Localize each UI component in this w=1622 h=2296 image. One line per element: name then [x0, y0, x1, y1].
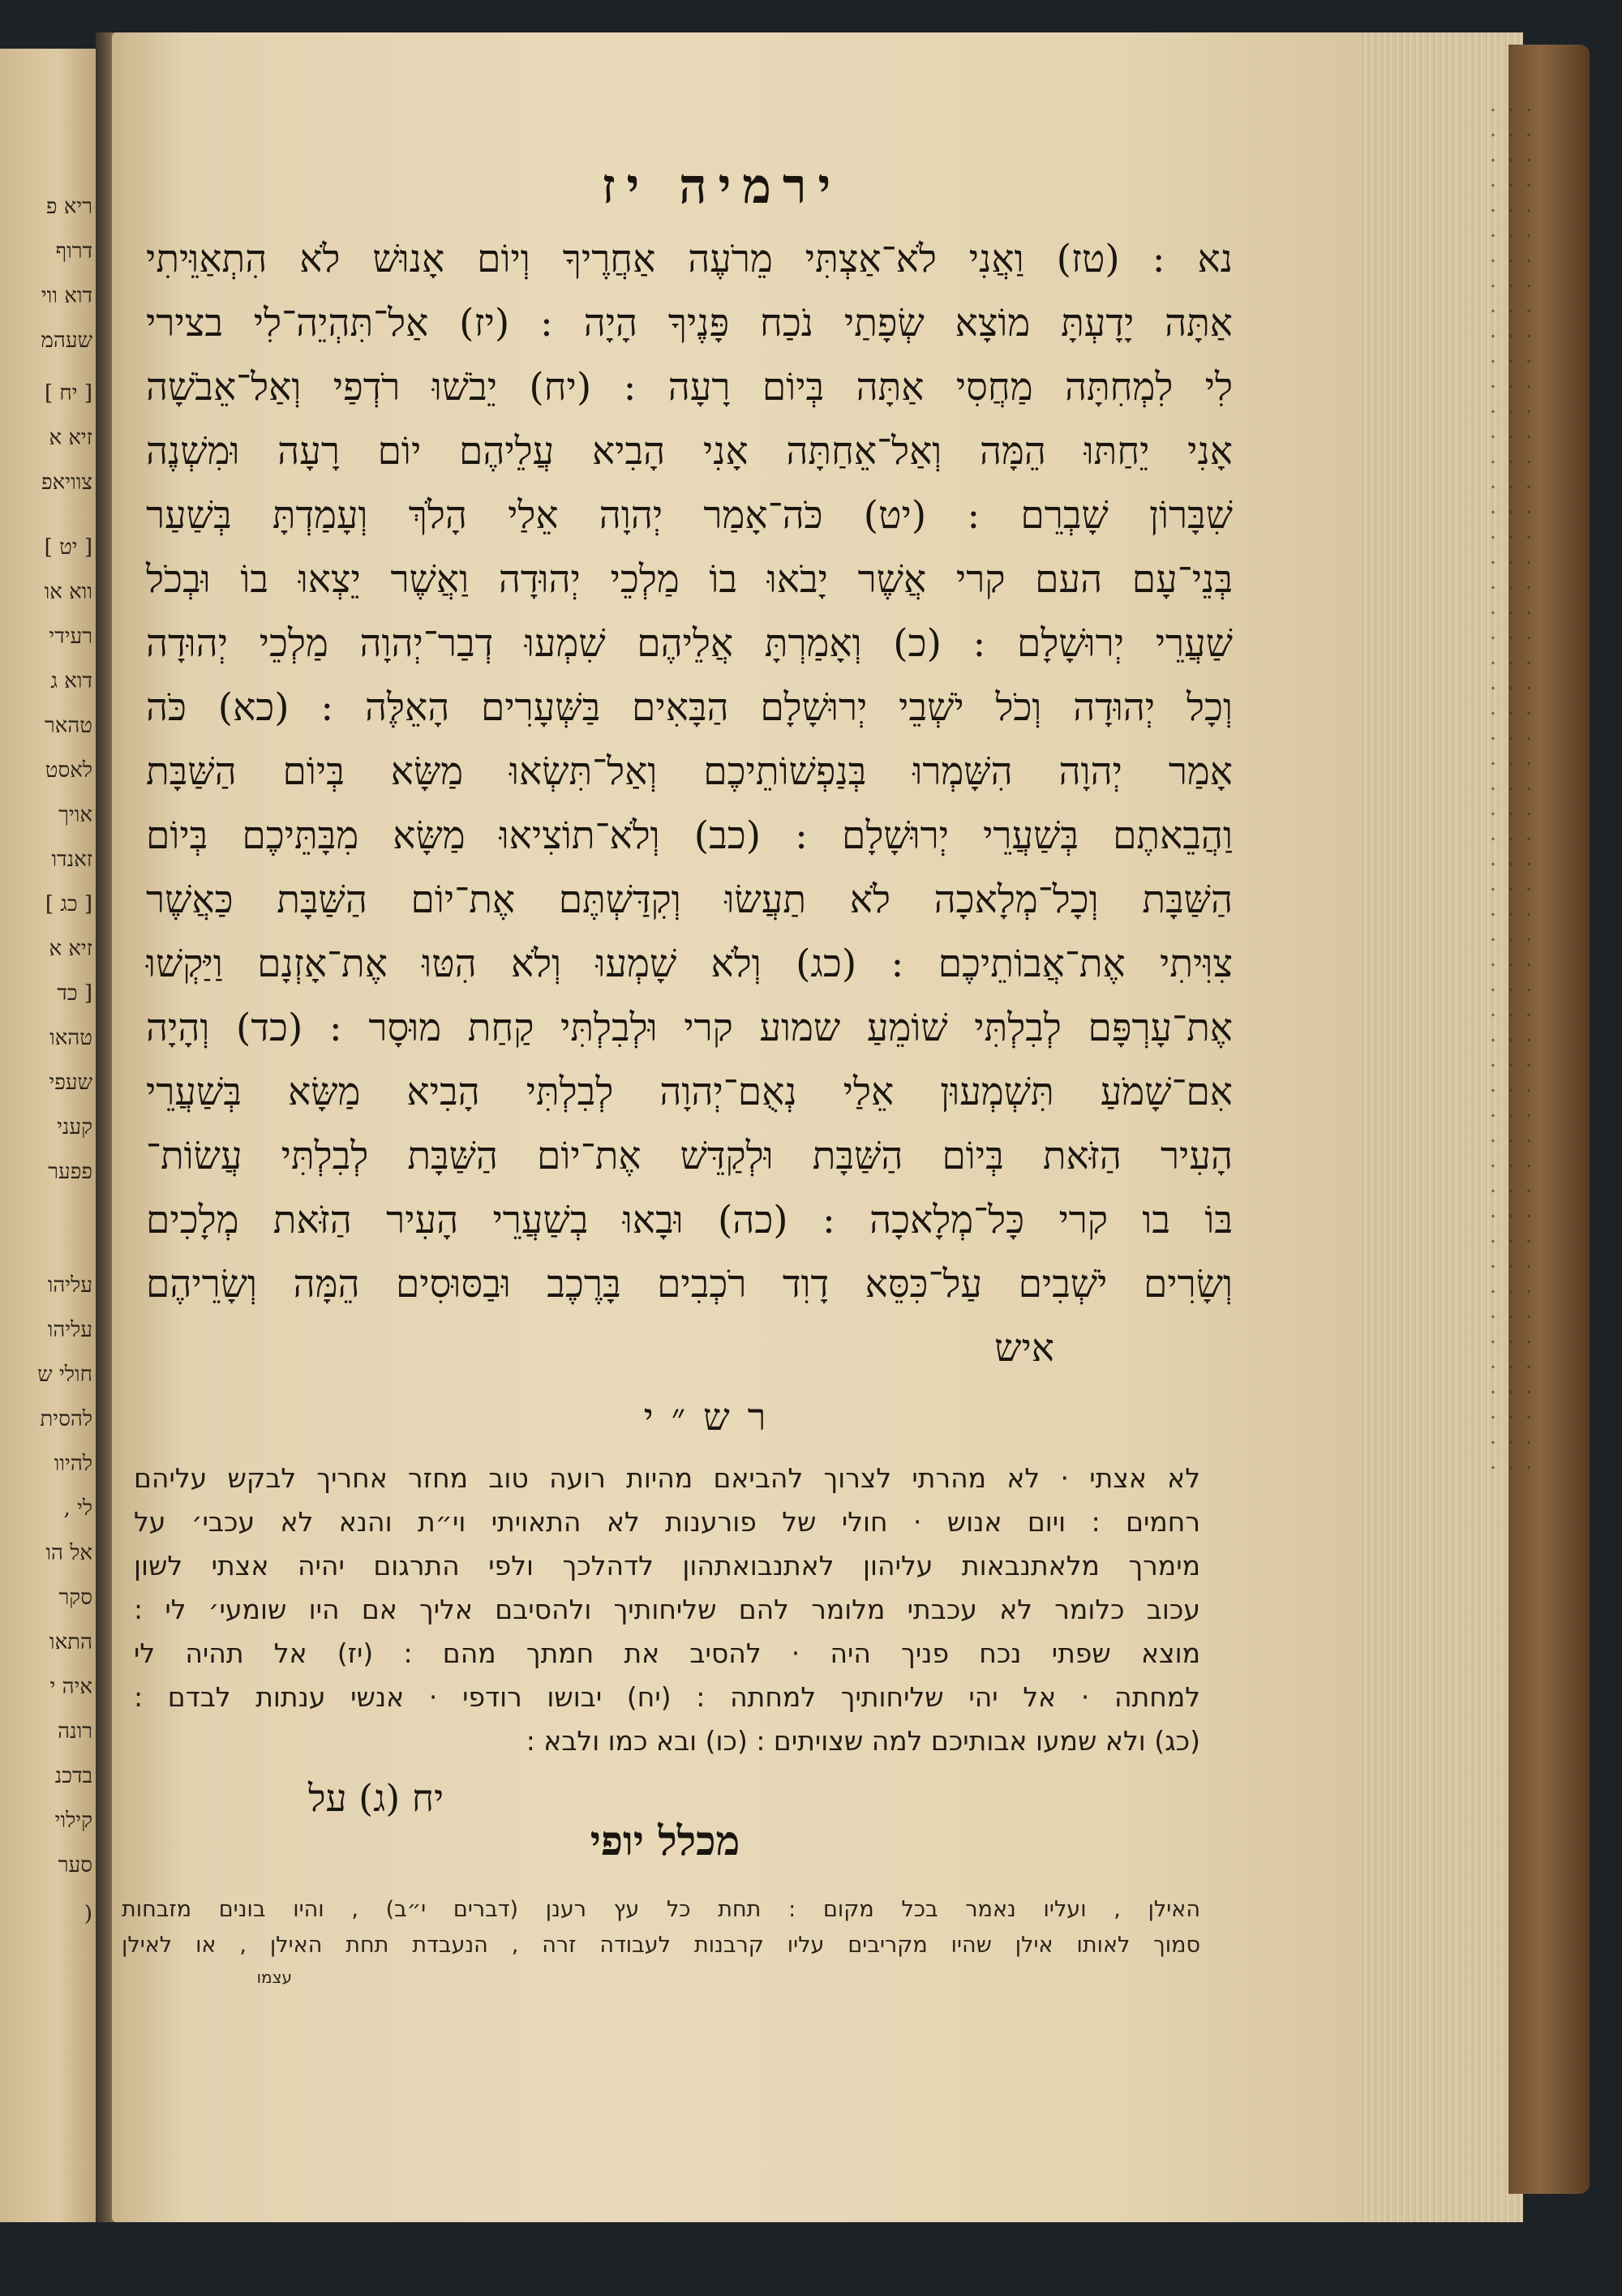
- left-page-fragment: אל הו: [45, 1541, 92, 1565]
- rashi-heading: רש״י: [643, 1395, 784, 1439]
- footnote-line: סמוך לאותו אילן שהיו מקריבים עליו קרבנות לעבודה זרה , הנעבדת תחת האילן , או לאילן: [122, 1933, 1200, 1958]
- left-page-fragment: קעני: [57, 1115, 92, 1139]
- left-page-fragment: לאסט: [45, 758, 92, 783]
- left-page-fragment: סקר: [58, 1586, 92, 1610]
- verse-line: הַשַּׁבָּת וְכָל־מְלָאכָה לֹא תַעֲשׂוּ וְקִדַּשְׁתֶּם אֶת־יוֹם הַשַּׁבָּת כַּאֲשֶׁר: [146, 878, 1233, 922]
- verse-line: אֶת־עָרְפָּם לְבִלְתִּי שׁוֹמֵעַ שמוע קרי וּלְבִלְתִּי קַחַת מוּסָר : (כד) וְהָיָה: [146, 1006, 1233, 1050]
- left-page-fragment: התאו: [49, 1630, 92, 1654]
- catchword: יח (ג) על: [308, 1776, 444, 1820]
- foxing-spots: [1484, 97, 1533, 1476]
- left-facing-page: [0, 49, 104, 2222]
- left-page-fragment: להסית: [40, 1407, 92, 1431]
- left-page-fragment: [ כד: [57, 981, 92, 1006]
- rashi-line: (כג) ולא שמעו אבותיכם למה שצויתים : (כו) ובא כמו ולבא :: [526, 1725, 1200, 1757]
- rashi-line: רחמים : ויום אנוש · חולי של פורענות לא התאויתי וי״ת והנא לא עכבי׳ על: [134, 1506, 1200, 1538]
- left-page-fragment: שעפי: [49, 1071, 92, 1095]
- left-page-fragment: רעידי: [49, 624, 92, 649]
- left-page-fragment: להיוו: [54, 1452, 92, 1476]
- verse-catchword: איש: [994, 1326, 1054, 1371]
- left-page-fragment: חולי ש: [37, 1363, 92, 1387]
- left-page-fragment: דוא ווי: [41, 284, 92, 308]
- left-page-fragment: (: [84, 1902, 92, 1926]
- verse-line: הָעִיר הַזֹּאת בְּיוֹם הַשַּׁבָּת וּלְקַדֵּשׁ אֶת־יוֹם הַשַּׁבָּת לְבִלְתִּי עֲשׂוֹת־: [146, 1134, 1233, 1178]
- verse-line: וַהֲבֵאתֶם בְּשַׁעֲרֵי יְרוּשָׁלָם : (כב) וְלֹא־תוֹצִיאוּ מַשָּׂא מִבָּתֵּיכֶם בְּיוֹם: [146, 813, 1233, 858]
- left-page-fragment: אויך: [58, 803, 92, 827]
- section-title: מכלל יופי: [590, 1817, 740, 1865]
- left-page-fragment: טהאו: [49, 1026, 92, 1050]
- left-page-fragment: לי ,: [63, 1496, 92, 1521]
- left-page-fragment: צוויאפ: [41, 470, 92, 495]
- left-page-fragment: רונה: [58, 1719, 92, 1744]
- left-page-fragment: זיא א: [49, 937, 92, 961]
- verse-line: וְשָׂרִים יֹשְׁבִים עַל־כִּסֵּא דָוִד רֹכְבִים בָּרֶכֶב וּבַסּוּסִים הֵמָּה וְשָׂרֵיהֶם: [146, 1262, 1233, 1307]
- left-page-fragment: דוא ג: [50, 669, 92, 693]
- rashi-line: מימרך מלאתנבאות עליהון לאתנבואתהון לדהלכך ולפי התרגום יהיה אצתי לשון: [134, 1550, 1200, 1581]
- left-page-fragment: שעהמ: [41, 328, 92, 353]
- verse-line: צִוִּיתִי אֶת־אֲבוֹתֵיכֶם : (כג) וְלֹא שָׁמְעוּ וְלֹא הִטּוּ אֶת־אָזְנָם וַיַּקְשׁוּ: [146, 942, 1233, 986]
- left-page-fragment: זיא א: [49, 426, 92, 450]
- verse-line: וְכָל יְהוּדָה וְכֹל יֹשְׁבֵי יְרוּשָׁלָם הַבָּאִים בַּשְּׁעָרִים הָאֵלֶּה : (כא) כֹּה: [146, 685, 1233, 730]
- rashi-line: למחתה · אל יהי שליחותיך למחתה : (יח) יבושו רודפי · אנשי ענתות לבדם :: [134, 1681, 1200, 1713]
- left-page-fragment: זאנדו: [51, 848, 92, 872]
- rashi-line: עכוב כלומר לא עכבתי מלומר להם שליחותיך ולהסיבם אליך אם היו שומעי׳ לי :: [134, 1594, 1200, 1625]
- rashi-line: מוצא שפתי נכח פניך היה · להסיב את חמתך מהם : (יז) אל תהיה לי: [134, 1637, 1200, 1669]
- left-page-fragment: עליהו: [47, 1318, 92, 1342]
- left-page-fragment: ווא או: [44, 580, 92, 604]
- left-page-fragment: סער: [58, 1853, 92, 1878]
- verse-line: שִׁבָּרוֹן שָׁבְרֵם : (יט) כֹּה־אָמַר יְהוָה אֵלַי הָלֹךְ וְעָמַדְתָּ בְּשַׁעַר: [146, 493, 1233, 538]
- verse-line: אָמַר יְהוָה הִשָּׁמְרוּ בְּנַפְשׁוֹתֵיכֶם וְאַל־תִּשְׂאוּ מַשָּׂא בְּיוֹם הַשַּׁבָּת: [146, 749, 1233, 794]
- left-page-fragment: [ יח ]: [44, 381, 92, 406]
- left-page-fragment: עליהו: [47, 1273, 92, 1298]
- verse-line: שַׁעֲרֵי יְרוּשָׁלָם : (כ) וְאָמַרְתָּ אֲלֵיהֶם שִׁמְעוּ דְבַר־יְהוָה מַלְכֵי יְהוּדָה: [146, 621, 1233, 666]
- left-page-fragment: [ כג ]: [45, 892, 92, 916]
- verse-line: אָנִי יֵחַתּוּ הֵמָּה וְאַל־אֵחַתָּה אָנִי הָבִיא עֲלֵיהֶם יוֹם רָעָה וּמִשְׁנֶה: [146, 429, 1233, 474]
- left-page-fragment: טהאר: [44, 714, 92, 738]
- left-page-fragment: דרוף: [55, 239, 92, 264]
- left-page-fragment: קילוי: [54, 1809, 92, 1833]
- left-page-fragment: ריא פ: [45, 195, 92, 219]
- left-page-fragment: בדכנ: [54, 1764, 92, 1788]
- verse-line: בְּנֵי־עָם העם קרי אֲשֶׁר יָבֹאוּ בוֹ מַלְכֵי יְהוּדָה וַאֲשֶׁר יֵצְאוּ בוֹ וּבְכֹל: [146, 557, 1233, 602]
- footnote-tail: עצמו: [256, 1968, 292, 1987]
- verse-line: נא : (טז) וַאֲנִי לֹא־אַצְתִּי מֵרֹעֶה אַחֲרֶיךָ וְיוֹם אָנוּשׁ לֹא הִתְאַוֵּיתִי: [146, 237, 1233, 281]
- left-page-fragment: איה י: [49, 1675, 92, 1699]
- footnote-line: האילן , ועליו נאמר בכל מקום : תחת כל עץ רענן (דברים י״ב) , והיו בונים מזבחות: [122, 1897, 1200, 1922]
- left-page-fragment: [ יט ]: [44, 535, 92, 560]
- book-page: [112, 32, 1361, 2222]
- verse-line: לִי לִמְחִתָּה מַחֲסִי אַתָּה בְּיוֹם רָעָה : (יח) יֵבֹשׁוּ רֹדְפַי וְאַל־אֵבֹשָׁה: [146, 365, 1233, 410]
- left-page-fragment: פפער: [48, 1160, 92, 1184]
- rashi-line: לא אצתי · לא מהרתי לצרוך להביאם מהיות רועה טוב מחזר אחריך לבקש עליהם: [134, 1462, 1200, 1494]
- verse-line: בּוֹ בו קרי כָּל־מְלָאכָה : (כה) וּבָאוּ בְשַׁעֲרֵי הָעִיר הַזֹּאת מְלָכִים: [146, 1198, 1233, 1242]
- verse-line: אִם־שָׁמֹעַ תִּשְׁמְעוּן אֵלַי נְאֻם־יְהוָה לְבִלְתִּי הָבִיא מַשָּׂא בְּשַׁעֲרֵי: [146, 1070, 1233, 1114]
- running-header: ירמיה יז: [601, 158, 843, 215]
- verse-line: אַתָּה יָדָעְתָּ מוֹצָא שְׂפָתַי נֹכַח פָּנֶיךָ הָיָה : (יז) אַל־תִּהְיֵה־לִי בצירי: [146, 301, 1233, 345]
